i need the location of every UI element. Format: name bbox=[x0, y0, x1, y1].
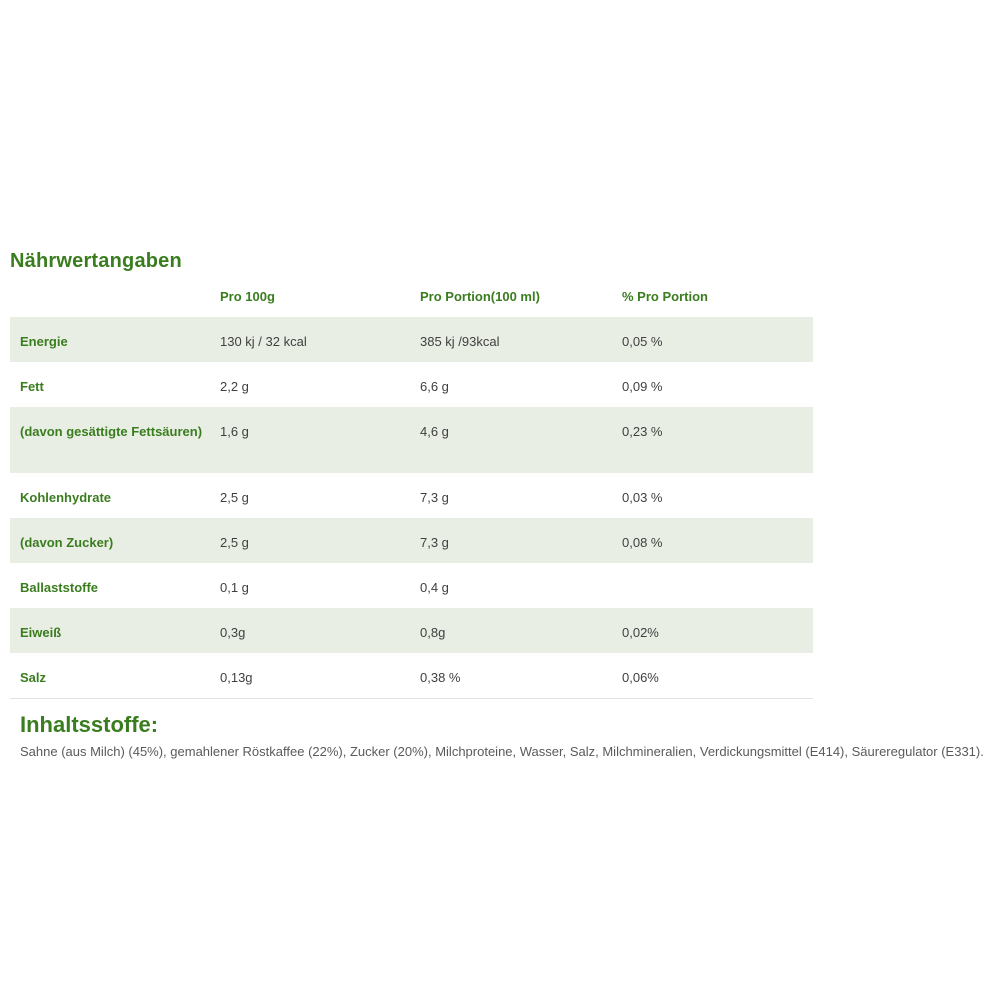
percent-value bbox=[622, 563, 813, 608]
portion-value: 0,4 g bbox=[420, 580, 449, 595]
ingredients-text: Sahne (aus Milch) (45%), gemahlener Röstkaffee (22%), Zucker (20%), Milchproteine, Wasser, Salz, Milchmineralien, Verdickungsmittel (E414), Säureregulator (E331). bbox=[20, 743, 984, 759]
percent-value: 0,05 % bbox=[622, 334, 663, 349]
ingredients-section bbox=[10, 712, 995, 761]
row-label: Ballaststoffe bbox=[20, 580, 99, 595]
portion-value: 4,6 g bbox=[420, 424, 449, 439]
percent-value: 0,23 % bbox=[622, 424, 663, 439]
portion-value: 7,3 g bbox=[420, 490, 449, 505]
table-row bbox=[10, 608, 813, 653]
table-header-row bbox=[10, 289, 813, 317]
per100g-value: 0,13g bbox=[220, 653, 420, 698]
table-row bbox=[10, 362, 813, 407]
ingredients-heading: Inhaltsstoffe: bbox=[20, 711, 159, 737]
portion-value: 0,38 % bbox=[420, 653, 622, 698]
per100g-value: 0,3g bbox=[220, 625, 246, 640]
page-title: Nährwertangaben bbox=[10, 250, 182, 272]
nutrition-table bbox=[10, 289, 813, 699]
row-label: Kohlenhydrate bbox=[20, 490, 112, 505]
percent-value: 0,06% bbox=[622, 653, 813, 698]
row-label: Energie bbox=[20, 334, 68, 349]
column-header-percent: % Pro Portion bbox=[622, 289, 708, 304]
per100g-value: 0,1 g bbox=[220, 580, 249, 595]
per100g-value: 1,6 g bbox=[220, 424, 249, 439]
portion-value: 0,8g bbox=[420, 625, 446, 640]
percent-value: 0,09 % bbox=[622, 379, 663, 394]
row-label: (davon gesättigte Fettsäuren) bbox=[20, 424, 203, 439]
per100g-value: 2,5 g bbox=[220, 490, 249, 505]
row-label: Eiweiß bbox=[20, 625, 62, 640]
table-row bbox=[10, 518, 813, 563]
table-row bbox=[10, 563, 813, 608]
percent-value: 0,03 % bbox=[622, 490, 663, 505]
table-row bbox=[10, 473, 813, 518]
nutrition-section bbox=[10, 250, 984, 761]
per100g-value: 2,5 g bbox=[220, 535, 249, 550]
portion-value: 6,6 g bbox=[420, 379, 449, 394]
row-label: (davon Zucker) bbox=[20, 535, 114, 550]
percent-value: 0,08 % bbox=[622, 535, 663, 550]
percent-value: 0,02% bbox=[622, 625, 659, 640]
row-label: Salz bbox=[10, 653, 220, 698]
table-row bbox=[10, 407, 813, 473]
table-row bbox=[10, 653, 813, 698]
column-header-per100g: Pro 100g bbox=[220, 289, 275, 304]
per100g-value: 2,2 g bbox=[220, 379, 249, 394]
row-label: Fett bbox=[20, 379, 44, 394]
table-row bbox=[10, 317, 813, 362]
portion-value: 7,3 g bbox=[420, 535, 449, 550]
column-header-empty bbox=[10, 289, 220, 317]
column-header-portion: Pro Portion(100 ml) bbox=[420, 289, 540, 304]
per100g-value: 130 kj / 32 kcal bbox=[220, 334, 307, 349]
portion-value: 385 kj /93kcal bbox=[420, 334, 500, 349]
